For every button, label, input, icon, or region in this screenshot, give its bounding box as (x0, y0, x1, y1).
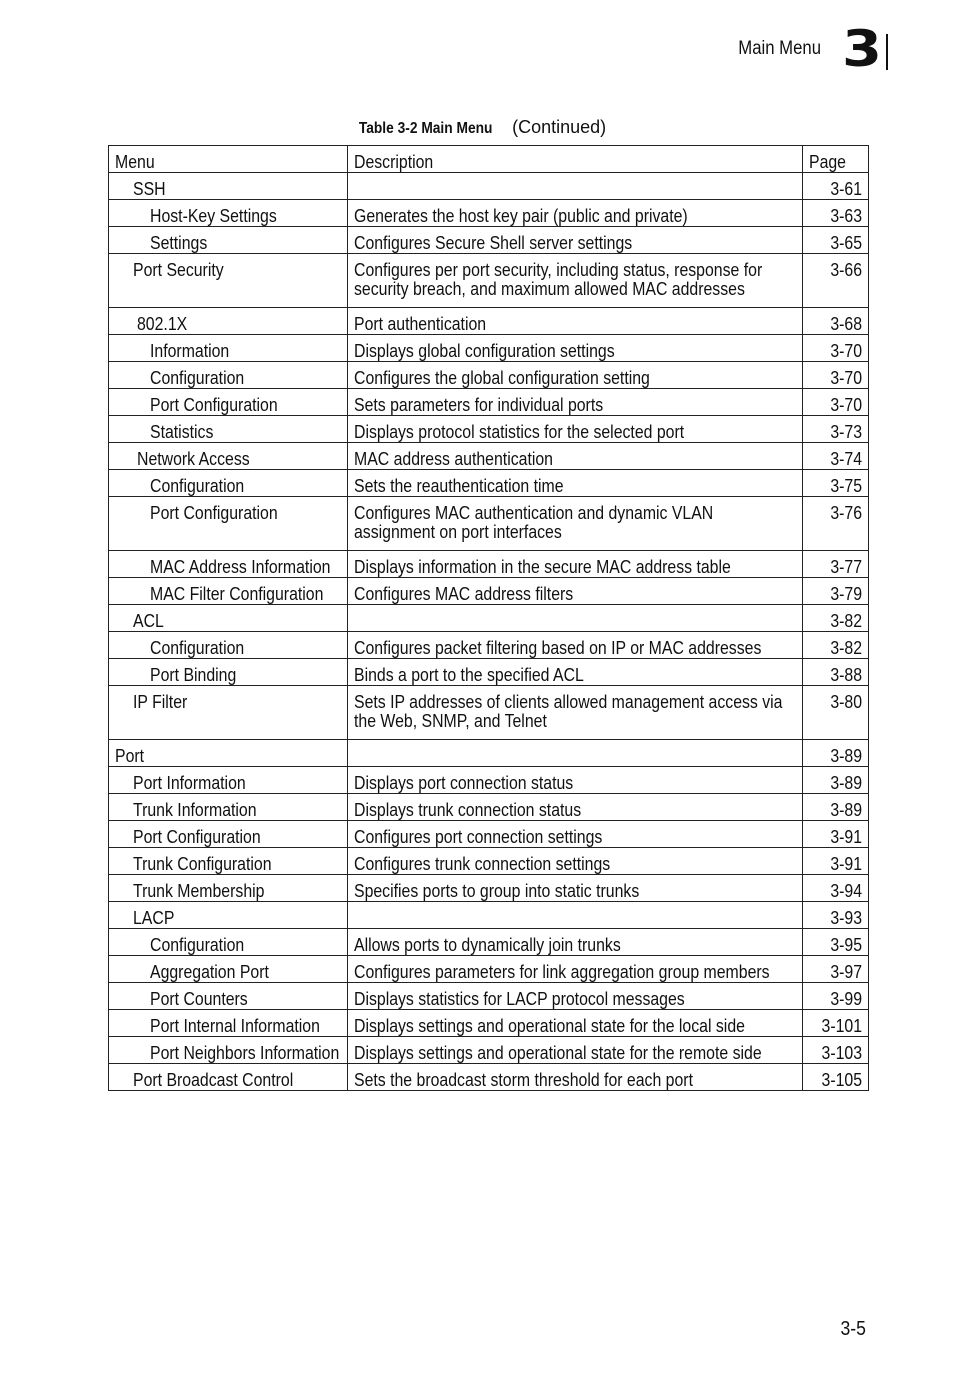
menu-cell: Port Binding (109, 659, 348, 686)
page-cell: 3-105 (803, 1064, 869, 1091)
menu-cell: Configuration (109, 362, 348, 389)
table-row (109, 956, 869, 983)
page-cell: 3-73 (803, 416, 869, 443)
page-cell: 3-70 (803, 389, 869, 416)
description-cell: Specifies ports to group into static trunks (348, 875, 803, 902)
page-cell: 3-99 (803, 983, 869, 1010)
description-cell: Configures MAC authentication and dynamic VLAN assignment on port interfaces (348, 497, 803, 551)
description-cell: Port authentication (348, 308, 803, 335)
menu-cell: SSH (109, 173, 348, 200)
description-cell: Generates the host key pair (public and private) (348, 200, 803, 227)
description-cell: Allows ports to dynamically join trunks (348, 929, 803, 956)
table-row (109, 659, 869, 686)
table-row (109, 794, 869, 821)
page-cell: 3-103 (803, 1037, 869, 1064)
description-cell: Sets the broadcast storm threshold for each port (348, 1064, 803, 1091)
page-cell: 3-61 (803, 173, 869, 200)
menu-cell: Network Access (109, 443, 348, 470)
menu-cell: Statistics (109, 416, 348, 443)
column-header-description: Description (348, 146, 803, 173)
header-title: Main Menu (738, 38, 821, 59)
table-row (109, 308, 869, 335)
table-row (109, 497, 869, 551)
page-number: 3-5 (840, 1318, 866, 1340)
table-row (109, 389, 869, 416)
description-cell: Displays statistics for LACP protocol messages (348, 983, 803, 1010)
table-row (109, 335, 869, 362)
table-row (109, 767, 869, 794)
description-cell: Configures per port security, including status, response for security breach, and maximum allowed MAC addresses (348, 254, 803, 308)
menu-cell: 802.1X (109, 308, 348, 335)
menu-cell: ACL (109, 605, 348, 632)
description-cell: Displays information in the secure MAC address table (348, 551, 803, 578)
menu-cell: Trunk Membership (109, 875, 348, 902)
table-row (109, 875, 869, 902)
menu-cell: Port Configuration (109, 821, 348, 848)
description-cell: Configures Secure Shell server settings (348, 227, 803, 254)
menu-cell: Configuration (109, 929, 348, 956)
page-cell: 3-94 (803, 875, 869, 902)
table-header-row (109, 146, 869, 173)
description-cell: Binds a port to the specified ACL (348, 659, 803, 686)
table-row (109, 740, 869, 767)
menu-cell: LACP (109, 902, 348, 929)
table-row (109, 632, 869, 659)
menu-cell: MAC Address Information (109, 551, 348, 578)
table-row (109, 929, 869, 956)
page-cell: 3-75 (803, 470, 869, 497)
description-cell (348, 173, 803, 200)
table-row (109, 1037, 869, 1064)
menu-cell: MAC Filter Configuration (109, 578, 348, 605)
page-cell: 3-93 (803, 902, 869, 929)
table-row (109, 605, 869, 632)
menu-cell: Port Information (109, 767, 348, 794)
menu-cell: Configuration (109, 470, 348, 497)
table-row (109, 686, 869, 740)
description-cell: Displays global configuration settings (348, 335, 803, 362)
description-cell: Configures port connection settings (348, 821, 803, 848)
table-row (109, 173, 869, 200)
page-cell: 3-70 (803, 335, 869, 362)
page-cell: 3-66 (803, 254, 869, 308)
column-header-menu: Menu (109, 146, 348, 173)
menu-cell: Port Counters (109, 983, 348, 1010)
page-cell: 3-74 (803, 443, 869, 470)
description-cell: Configures MAC address filters (348, 578, 803, 605)
table-caption-continued: (Continued) (512, 117, 607, 137)
menu-cell: Trunk Configuration (109, 848, 348, 875)
description-cell: Sets the reauthentication time (348, 470, 803, 497)
page-cell: 3-70 (803, 362, 869, 389)
description-cell: Displays protocol statistics for the selected port (348, 416, 803, 443)
menu-cell: Port Security (109, 254, 348, 308)
menu-cell: Settings (109, 227, 348, 254)
table-row (109, 443, 869, 470)
page-cell: 3-88 (803, 659, 869, 686)
table-row (109, 470, 869, 497)
table-row (109, 416, 869, 443)
description-cell: Displays settings and operational state for the local side (348, 1010, 803, 1037)
page-cell: 3-80 (803, 686, 869, 740)
description-cell (348, 740, 803, 767)
table-row (109, 848, 869, 875)
page-cell: 3-89 (803, 767, 869, 794)
page-cell: 3-89 (803, 794, 869, 821)
table-caption-label: Table 3-2 Main Menu (358, 120, 493, 137)
table-row (109, 1010, 869, 1037)
description-cell: Sets IP addresses of clients allowed management access via the Web, SNMP, and Telnet (348, 686, 803, 740)
description-cell: MAC address authentication (348, 443, 803, 470)
table-row (109, 578, 869, 605)
page-cell: 3-101 (803, 1010, 869, 1037)
description-cell: Displays trunk connection status (348, 794, 803, 821)
page-cell: 3-76 (803, 497, 869, 551)
menu-cell: Aggregation Port (109, 956, 348, 983)
page-cell: 3-65 (803, 227, 869, 254)
page-cell: 3-82 (803, 605, 869, 632)
page-cell: 3-91 (803, 821, 869, 848)
table-row (109, 1064, 869, 1091)
table-row (109, 551, 869, 578)
menu-cell: Port Internal Information (109, 1010, 348, 1037)
column-header-page: Page (803, 146, 869, 173)
table-row (109, 200, 869, 227)
description-cell: Configures trunk connection settings (348, 848, 803, 875)
menu-cell: IP Filter (109, 686, 348, 740)
menu-cell: Port Configuration (109, 389, 348, 416)
page-cell: 3-82 (803, 632, 869, 659)
page-cell: 3-97 (803, 956, 869, 983)
table-caption (0, 117, 954, 138)
description-cell: Configures packet filtering based on IP or MAC addresses (348, 632, 803, 659)
description-cell (348, 605, 803, 632)
chapter-number: 3 (842, 20, 883, 78)
page-cell: 3-95 (803, 929, 869, 956)
menu-cell: Port (109, 740, 348, 767)
menu-cell: Host-Key Settings (109, 200, 348, 227)
table-row (109, 902, 869, 929)
table-row (109, 254, 869, 308)
page-cell: 3-79 (803, 578, 869, 605)
description-cell (348, 902, 803, 929)
description-cell: Displays settings and operational state for the remote side (348, 1037, 803, 1064)
table-row (109, 362, 869, 389)
menu-cell: Information (109, 335, 348, 362)
page-cell: 3-89 (803, 740, 869, 767)
page-cell: 3-91 (803, 848, 869, 875)
description-cell: Displays port connection status (348, 767, 803, 794)
page-cell: 3-68 (803, 308, 869, 335)
menu-cell: Configuration (109, 632, 348, 659)
menu-cell: Trunk Information (109, 794, 348, 821)
page-cell: 3-63 (803, 200, 869, 227)
table-row (109, 821, 869, 848)
table-row (109, 983, 869, 1010)
description-cell: Configures the global configuration setting (348, 362, 803, 389)
main-menu-table (108, 145, 869, 1091)
page-cell: 3-77 (803, 551, 869, 578)
menu-cell: Port Configuration (109, 497, 348, 551)
description-cell: Configures parameters for link aggregation group members (348, 956, 803, 983)
description-cell: Sets parameters for individual ports (348, 389, 803, 416)
menu-cell: Port Broadcast Control (109, 1064, 348, 1091)
menu-cell: Port Neighbors Information (109, 1037, 348, 1064)
table-row (109, 227, 869, 254)
chapter-divider (886, 34, 888, 70)
